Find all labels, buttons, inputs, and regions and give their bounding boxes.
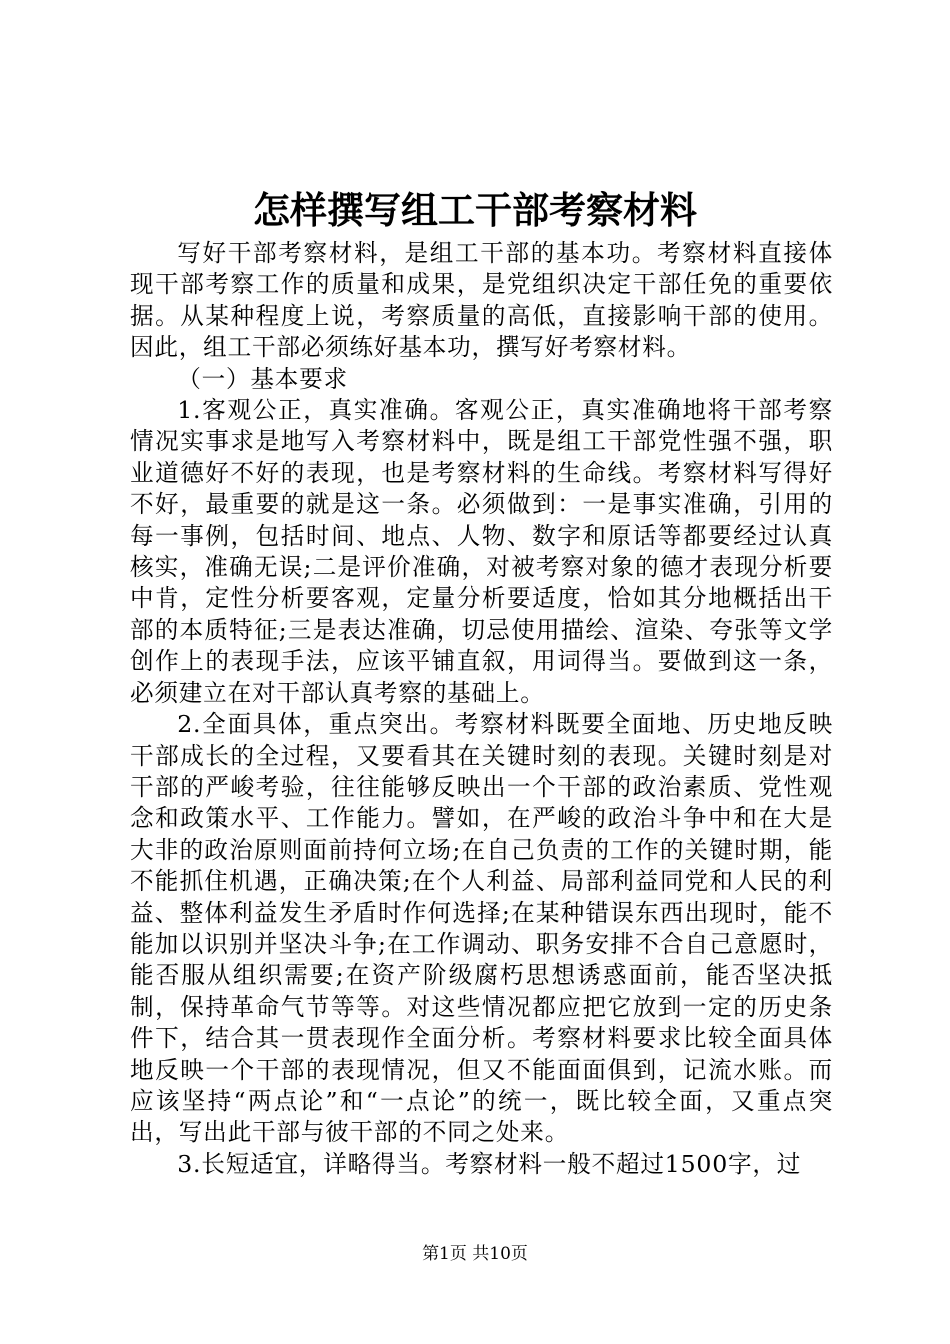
document-body xyxy=(130,238,833,1180)
page-footer: 第1页 共10页 xyxy=(422,1244,528,1264)
section-heading-basic-requirements: （一）基本要求 xyxy=(177,364,348,393)
document-title: 怎样撰写组工干部考察材料 xyxy=(253,188,697,232)
paragraph-point-3: 3.长短适宜，详略得当。考察材料一般不超过1500字，过 xyxy=(177,1149,802,1178)
paragraph-intro: 写好干部考察材料，是组工干部的基本功。考察材料直接体现干部考察工作的质量和成果，是党组织决定干部任免的重要依据。从某种程度上说，考察质量的高低，直接影响干部的使用。因此，组工干部必须练好基本功，撰写好考察材料。 xyxy=(130,239,833,362)
paragraph-point-1: 1.客观公正，真实准确。客观公正，真实准确地将干部考察情况实事求是地写入考察材料中，既是组工干部党性强不强，职业道德好不好的表现，也是考察材料的生命线。考察材料写得好不好，最重要的就是这一条。必须做到：一是事实准确，引用的每一事例，包括时间、地点、人物、数字和原话等都要经过认真核实，准确无误;二是评价准确，对被考察对象的德才表现分析要中肯，定性分析要客观，定量分析要适度，恰如其分地概括出干部的本质特征;三是表达准确，切忌使用描绘、渲染、夸张等文学创作上的表现手法，应该平铺直叙，用词得当。要做到这一条，必须建立在对干部认真考察的基础上。 xyxy=(130,396,833,707)
paragraph-point-2: 2.全面具体，重点突出。考察材料既要全面地、历史地反映干部成长的全过程，又要看其在关键时刻的表现。关键时刻是对干部的严峻考验，往往能够反映出一个干部的政治素质、党性观念和政策水平、工作能力。譬如，在严峻的政治斗争中和在大是大非的政治原则面前持何立场;在自己负责的工作的关键时期，能不能抓住机遇，正确决策;在个人利益、局部利益同党和人民的利益、整体利益发生矛盾时作何选择;在某种错误东西出现时，能不能加以识别并坚决斗争;在工作调动、职务安排不合自己意愿时，能否服从组织需要;在资产阶级腐朽思想诱惑面前，能否坚决抵制，保持革命气节等等。对这些情况都应把它放到一定的历史条件下，结合其一贯表现作全面分析。考察材料要求比较全面具体地反映一个干部的表现情况，但又不能面面俱到，记流水账。而应该坚持“两点论”和“一点论”的统一，既比较全面，又重点突出，写出此干部与彼干部的不同之处来。 xyxy=(130,710,833,1147)
